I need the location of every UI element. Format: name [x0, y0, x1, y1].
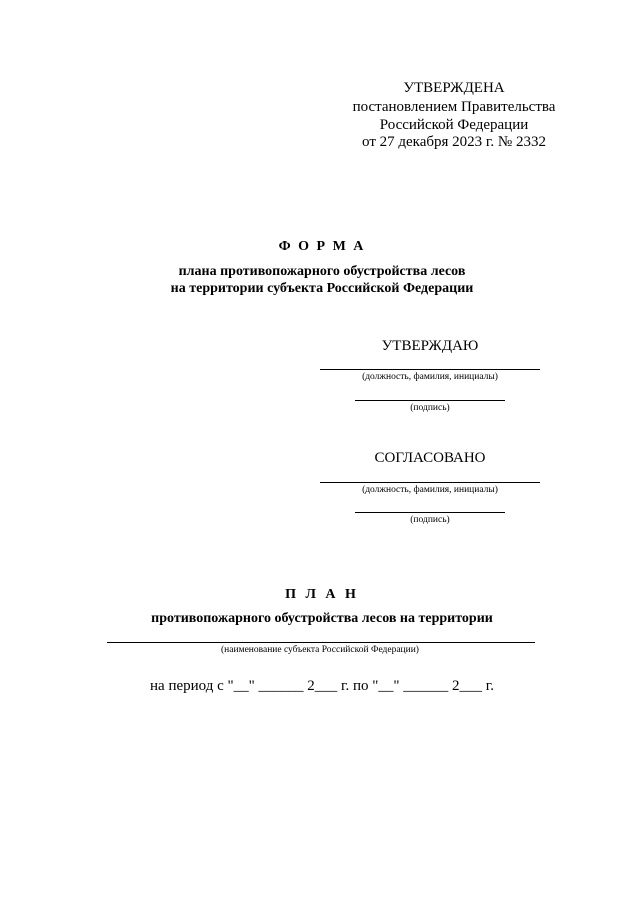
decree-line-3: от 27 декабря 2023 г. № 2332	[362, 134, 546, 150]
agree-signature-caption: (подпись)	[410, 515, 450, 525]
approve-signature-line	[355, 400, 505, 401]
approve-position-caption: (должность, фамилия, инициалы)	[362, 372, 498, 382]
form-subtitle-line-1: плана противопожарного обустройства лесов	[178, 264, 466, 279]
agree-position-line	[320, 482, 540, 483]
decree-line-1: постановлением Правительства	[352, 99, 556, 115]
approval-title: УТВЕРЖДЕНА	[403, 80, 505, 96]
form-subtitle-line-2: на территории субъекта Российской Федерации	[170, 281, 474, 296]
approve-heading: УТВЕРЖДАЮ	[381, 338, 479, 354]
plan-title: П Л А Н	[285, 587, 359, 602]
region-line	[107, 642, 535, 643]
approve-position-line	[320, 369, 540, 370]
plan-period: на период с "__" ______ 2___ г. по "__" ______ 2___ г.	[150, 678, 494, 694]
agree-heading: СОГЛАСОВАНО	[374, 450, 486, 466]
decree-line-2: Российской Федерации	[379, 117, 529, 133]
plan-subtitle: противопожарного обустройства лесов на территории	[151, 611, 493, 626]
agree-signature-line	[355, 512, 505, 513]
agree-position-caption: (должность, фамилия, инициалы)	[362, 485, 498, 495]
form-title: Ф О Р М А	[278, 239, 366, 254]
approve-signature-caption: (подпись)	[410, 403, 450, 413]
region-caption: (наименование субъекта Российской Федерации)	[221, 645, 419, 655]
